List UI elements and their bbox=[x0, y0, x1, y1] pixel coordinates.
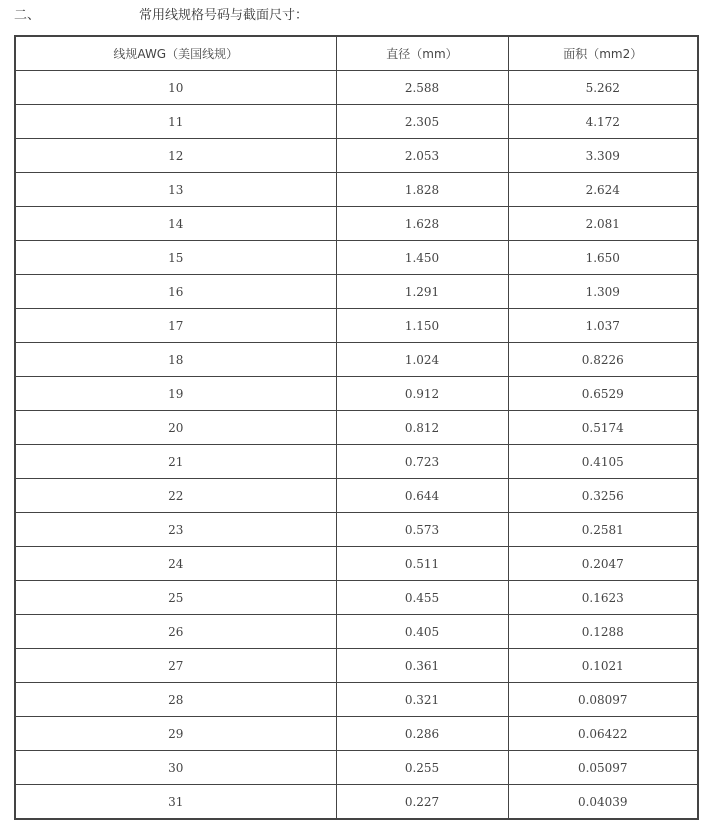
awg-cell: 31 bbox=[15, 785, 336, 820]
header-row bbox=[15, 36, 698, 71]
diameter-cell: 1.291 bbox=[336, 275, 508, 309]
table-row bbox=[15, 207, 698, 241]
table-row bbox=[15, 683, 698, 717]
area-cell: 0.1623 bbox=[508, 581, 698, 615]
table-row bbox=[15, 241, 698, 275]
diameter-cell: 0.286 bbox=[336, 717, 508, 751]
area-cell: 0.04039 bbox=[508, 785, 698, 820]
table-row bbox=[15, 513, 698, 547]
section-number: 二、 bbox=[14, 8, 41, 23]
awg-cell: 17 bbox=[15, 309, 336, 343]
awg-cell: 21 bbox=[15, 445, 336, 479]
table-row bbox=[15, 343, 698, 377]
area-cell: 0.8226 bbox=[508, 343, 698, 377]
section-title: 常用线规格号码与截面尺寸： bbox=[139, 8, 309, 23]
table-header bbox=[15, 36, 698, 71]
diameter-cell: 0.511 bbox=[336, 547, 508, 581]
diameter-cell: 0.644 bbox=[336, 479, 508, 513]
awg-cell: 19 bbox=[15, 377, 336, 411]
awg-wire-table bbox=[14, 35, 699, 820]
table-body bbox=[15, 71, 698, 820]
table-row bbox=[15, 479, 698, 513]
table-row bbox=[15, 139, 698, 173]
awg-cell: 11 bbox=[15, 105, 336, 139]
area-cell: 1.037 bbox=[508, 309, 698, 343]
diameter-cell: 0.227 bbox=[336, 785, 508, 820]
header-area: 面积（mm2） bbox=[508, 36, 698, 71]
diameter-cell: 0.812 bbox=[336, 411, 508, 445]
diameter-cell: 0.405 bbox=[336, 615, 508, 649]
diameter-cell: 2.305 bbox=[336, 105, 508, 139]
diameter-cell: 0.455 bbox=[336, 581, 508, 615]
diameter-cell: 1.628 bbox=[336, 207, 508, 241]
awg-cell: 18 bbox=[15, 343, 336, 377]
table-row bbox=[15, 71, 698, 105]
diameter-cell: 0.723 bbox=[336, 445, 508, 479]
table-row bbox=[15, 717, 698, 751]
awg-cell: 24 bbox=[15, 547, 336, 581]
header-diameter: 直径（mm） bbox=[336, 36, 508, 71]
area-cell: 0.2047 bbox=[508, 547, 698, 581]
area-cell: 0.1288 bbox=[508, 615, 698, 649]
area-cell: 0.4105 bbox=[508, 445, 698, 479]
diameter-cell: 0.255 bbox=[336, 751, 508, 785]
awg-cell: 23 bbox=[15, 513, 336, 547]
table-row bbox=[15, 377, 698, 411]
diameter-cell: 2.053 bbox=[336, 139, 508, 173]
table-row bbox=[15, 785, 698, 820]
area-cell: 5.262 bbox=[508, 71, 698, 105]
area-cell: 0.3256 bbox=[508, 479, 698, 513]
area-cell: 0.6529 bbox=[508, 377, 698, 411]
area-cell: 0.08097 bbox=[508, 683, 698, 717]
awg-cell: 22 bbox=[15, 479, 336, 513]
area-cell: 1.309 bbox=[508, 275, 698, 309]
diameter-cell: 2.588 bbox=[336, 71, 508, 105]
awg-cell: 15 bbox=[15, 241, 336, 275]
table-row bbox=[15, 275, 698, 309]
header-awg: 线规AWG（美国线规） bbox=[15, 36, 336, 71]
awg-cell: 30 bbox=[15, 751, 336, 785]
awg-cell: 10 bbox=[15, 71, 336, 105]
table-row bbox=[15, 649, 698, 683]
awg-cell: 14 bbox=[15, 207, 336, 241]
awg-cell: 16 bbox=[15, 275, 336, 309]
table-row bbox=[15, 309, 698, 343]
awg-cell: 27 bbox=[15, 649, 336, 683]
area-cell: 0.1021 bbox=[508, 649, 698, 683]
awg-cell: 26 bbox=[15, 615, 336, 649]
diameter-cell: 0.573 bbox=[336, 513, 508, 547]
area-cell: 0.2581 bbox=[508, 513, 698, 547]
area-cell: 3.309 bbox=[508, 139, 698, 173]
diameter-cell: 0.321 bbox=[336, 683, 508, 717]
diameter-cell: 1.150 bbox=[336, 309, 508, 343]
diameter-cell: 0.361 bbox=[336, 649, 508, 683]
table-row bbox=[15, 547, 698, 581]
area-cell: 2.624 bbox=[508, 173, 698, 207]
diameter-cell: 1.828 bbox=[336, 173, 508, 207]
table-row bbox=[15, 105, 698, 139]
table-row bbox=[15, 411, 698, 445]
area-cell: 0.06422 bbox=[508, 717, 698, 751]
table-row bbox=[15, 173, 698, 207]
awg-cell: 12 bbox=[15, 139, 336, 173]
diameter-cell: 1.024 bbox=[336, 343, 508, 377]
area-cell: 0.5174 bbox=[508, 411, 698, 445]
table-row bbox=[15, 581, 698, 615]
awg-cell: 28 bbox=[15, 683, 336, 717]
section-heading bbox=[14, 6, 694, 26]
diameter-cell: 1.450 bbox=[336, 241, 508, 275]
table-row bbox=[15, 445, 698, 479]
area-cell: 0.05097 bbox=[508, 751, 698, 785]
awg-cell: 20 bbox=[15, 411, 336, 445]
area-cell: 1.650 bbox=[508, 241, 698, 275]
table-row bbox=[15, 751, 698, 785]
area-cell: 2.081 bbox=[508, 207, 698, 241]
awg-cell: 13 bbox=[15, 173, 336, 207]
awg-cell: 25 bbox=[15, 581, 336, 615]
diameter-cell: 0.912 bbox=[336, 377, 508, 411]
table-row bbox=[15, 615, 698, 649]
area-cell: 4.172 bbox=[508, 105, 698, 139]
awg-cell: 29 bbox=[15, 717, 336, 751]
